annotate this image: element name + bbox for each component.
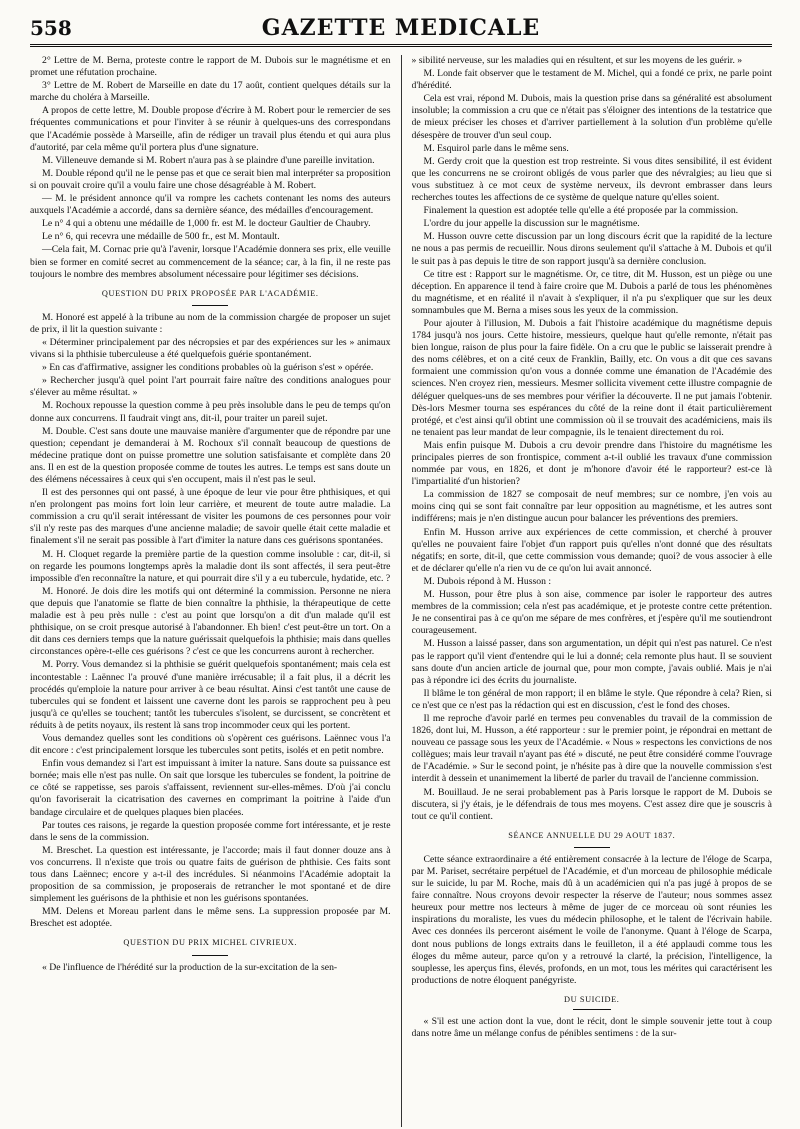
paragraph: Par toutes ces raisons, je regarde la question proposée comme fort intéressante, et je reste dans le sens de la commission. [30, 819, 391, 843]
section-rule [192, 305, 228, 306]
paragraph: La commission de 1827 se composait de neuf membres; sur ce nombre, j'en vois au moins cinq qui se sont fait connaître par leur opposition au magnétisme, et les autres sont indifférens; mais je n'en distingue aucun pour balancer les préventions des premiers. [411, 489, 772, 525]
quote-paragraph: « Déterminer principalement par des nécropsies et par des expériences sur les » animaux vivans si la phthisie tuberculeuse a été quelquefois guérie spontanément. [30, 336, 391, 361]
paragraph: M. Dubois répond à M. Husson : [423, 575, 552, 587]
paragraph: Enfin vous demandez si l'art est impuissant à imiter la nature. Sans doute sa puissance est bornée; mais elle n'est pas nulle. On sait que lorsque les tubercules se fondent, la poitrine de ce côté se rappetisse, ses parois s'affaissent, reviennent sur-elles-mêmes. D'où j'ai conclu qu'on favoriserait la cicatrisation des cavernes en comprimant la poitrine à l'aide d'un bandage circulaire et de quelques plaques bien placées. [30, 758, 391, 818]
paragraph: M. Rochoux repousse la question comme à peu près insoluble dans le peu de temps qu'on donne aux concurrens. Il faudrait vingt ans, dit-il, pour traiter un pareil sujet. [30, 400, 391, 424]
section-heading-michel-prize: QUESTION DU PRIX MICHEL CIVRIEUX. [123, 938, 298, 948]
section-heading-suicide: DU SUICIDE. [564, 994, 620, 1004]
section-heading-prize-question: QUESTION DU PRIX PROPOSÉE PAR L'ACADÉMIE. [101, 288, 319, 298]
paragraph: Il me reproche d'avoir parlé en termes peu convenables du travail de la commission de 1826, dont lui, M. Husson, a été rapporteur : sur le premier point, je répondrai en mettant de nouveau ce passage sous les yeux de l'Académie. « Nous » respectons les convictions de nos collègues; mais leur travail n'ayant pas été » discuté, ne peut être considéré comme l'ouvrage de l'Académie. » Sur le second point, je n'hésite pas à dire que la nouvelle commission s'est interdit à dessein et unanimement la liberté de parler du travail de l'ancienne commission. [411, 712, 772, 785]
paragraph: Le n° 6, qui recevra une médaille de 500 fr., est M. Montault. [42, 231, 280, 243]
paragraph: Enfin M. Husson arrive aux expériences de cette commission, et cherché à prouver qu'elles ne pouvaient faire l'objet d'un rapport puis qu'elles n'ont donné que des résultats négatifs; en sorte, dit-il, que cette commission vous demande; quoi? de vous associer à elle et de déclarer qu'elle n'a rien vu de ce qu'on lui avait annoncé. [411, 526, 772, 574]
paragraph: M. Breschet. La question est intéressante, je l'accorde; mais il faut donner douze ans à vos concurrens. Il n'existe que trois ou quatre faits de guérison de phthisie. Ces faits sont tous dans Laënnec; encore y a-t-il des incrédules. Si néanmoins l'Académie adoptait la proposition de sa commission, je proposerais de retrancher le mot spontané et de dire simplement les guérisons de la phthisie et non les guérisons spontanées. [30, 844, 391, 905]
paragraph: Cela est vrai, répond M. Dubois, mais la question prise dans sa généralité est absolument insoluble; la commission a cru que ce n'était pas s'éloigner des intentions de la testatrice que de mieux préciser les choses et d'arriver partiellement à la solution d'un problème qu'elle désespère de trouver d'un seul coup. [411, 93, 772, 141]
paragraph: M. Villeneuve demande si M. Robert n'aura pas à se plaindre d'une pareille invitation. [42, 154, 375, 166]
paragraph: Pour ajouter à l'illusion, M. Dubois a fait l'histoire académique du magnétisme depuis 1784 jusqu'à nos jours. Cette histoire, messieurs, quelque haut qu'elle remonte, n'était pas bien longue, raison de plus pour la faire fidèle. On a cru que le public se laisserait prendre à des noms célèbres, et on a cité ceux de Franklin, Bailly, etc. On vous a dit que ces savans formaient une commission qu'on vous a donnée comme une émanation de l'Académie des sciences. N'en croyez rien, messieurs. Mesmer sollicita vivement cette illustre compagnie de déléguer quelques-uns de ses membres pour vérifier la découverte. Il ne put jamais l'obtenir. Dès-lors Mesmer tourna ses espérances du côté de la reine dont il était particulièrement protégé, et c'est ainsi qu'il obtint une commission où il se trouvait des académiciens, mais ils ne tenaient pas leur mandat de leur compagnie, ils le tenaient directement du roi. [411, 317, 772, 438]
paragraph: MM. Delens et Moreau parlent dans le même sens. La suppression proposée par M. Breschet est adoptée. [30, 906, 391, 930]
paragraph: 3° Lettre de M. Robert de Marseille en date du 17 août, contient quelques détails sur la marche du choléra à Marseille. [30, 80, 391, 104]
paragraph: Le n° 4 qui a obtenu une médaille de 1,000 fr. est M. le docteur Gaultier de Chaubry. [42, 218, 371, 230]
paragraph: Il est des personnes qui ont passé, à une époque de leur vie pour être phthisiques, et qui n'en prolongent pas moins fort loin leur carrière, et meurent de toute autre maladie. La commission a cru qu'il serait intéressant de visiter les poumons de ces personnes pour voir s'il n'y reste pas des marques d'une ancienne maladie; de savoir quelle était cette maladie et finalement s'il ne serait pas possible à l'art d'imiter la nature dans ces guérisons spontanées. [30, 487, 391, 547]
paragraph: M. Double. C'est sans doute une mauvaise manière d'argumenter que de répondre par une question; cependant je demanderai à M. Rochoux s'il connaît beaucoup de questions de médecine pratique dont on puisse promettre une solution satisfaisante et complète dans 20 ans. Il en est de la question proposée comme de toutes les autres. Le temps est sans doute un des élémens nécessaires à ceux qui s'en occupent, mais il n'est pas le seul. [30, 425, 391, 485]
quote-paragraph: » En cas d'affirmative, assigner les conditions probables où la guérison s'est » opérée. [42, 362, 374, 374]
paragraph: L'ordre du jour appelle la discussion sur le magnétisme. [423, 218, 640, 230]
left-column [30, 55, 391, 1127]
paragraph: M. Double répond qu'il ne le pense pas et que ce serait bien mal interpréter sa proposition si on pouvait croire qu'il a voulu faire une chose désagréable à M. Robert. [30, 167, 391, 191]
paragraph: 2° Lettre de M. Berna, proteste contre le rapport de M. Dubois sur le magnétisme et en promet une réfutation prochaine. [30, 55, 391, 79]
journal-title: GAZETTE MEDICALE [261, 15, 541, 41]
paragraph: Ce titre est : Rapport sur le magnétisme. Or, ce titre, dit M. Husson, est un piège ou une déception. En apparence il tend à faire croire que M. Dubois a parlé de tous les phénomènes du magnétisme, et en réalité il n'avait à s'expliquer, il n'a pu s'expliquer que sur les deux somnambules que M. Berna a mises sous les yeux de la commission. [411, 268, 772, 316]
paragraph: M. Husson, pour être plus à son aise, commence par isoler le rapporteur des autres membres de la commission; cela n'est pas académique, et je proteste contre cette prétention. Je ne consentirai pas à ce qu'on me sépare de mes confrères, et j'espère qu'il me soutiendront courageusement. [411, 589, 772, 637]
paragraph: M. Husson ouvre cette discussion par un long discours écrit que la rapidité de la lecture ne nous a pas permis de recueillir. Nous dirons seulement qu'il s'attache à M. Dubois et qu'il le suit pas à pas depuis le titre de son rapport jusqu'à sa dernière conclusion. [411, 231, 772, 267]
section-rule [573, 1009, 611, 1010]
column-divider [401, 55, 402, 1127]
quote-paragraph: » sibilité nerveuse, sur les maladies qui en résultent, et sur les moyens de les guérir. » [411, 55, 743, 66]
paragraph: Vous demandez quelles sont les conditions où s'opèrent ces guérisons. Laënnec vous l'a dit encore : c'est principalement lorsque les tubercules sont petits, isolés et en petit nombre. [30, 732, 391, 757]
section-heading-annual-session: SÉANCE ANNUELLE DU 29 AOUT 1837. [508, 830, 676, 840]
paragraph: M. Esquirol parle dans le même sens. [423, 142, 569, 154]
paragraph: Il blâme le ton général de mon rapport; il en blâme le style. Que répondre à cela? Rien, si ce n'est que ce n'est pas la rédaction qui est en discussion, c'est le fond des choses. [411, 687, 772, 711]
right-column [412, 55, 773, 1127]
paragraph: M. Londe fait observer que le testament de M. Michel, qui a fondé ce prix, ne parle point d'hérédité. [411, 68, 772, 92]
quote-paragraph: » Rechercher jusqu'à quel point l'art pourrait faire naître des conditions analogues pour s'élever au même résultat. » [30, 375, 391, 399]
paragraph: Cette séance extraordinaire a été entièrement consacrée à la lecture de l'éloge de Scarpa, par M. Pariset, secrétaire perpétuel de l'Académie, et d'un morceau de philosophie médicale sur le suicide, lu par M. Roche, mais dû à un académicien qui n'a pas jugé à propos de se faire connaître. Nous croyons devoir respecter la réserve de l'auteur; nous sommes assez heureux pour mettre nos lecteurs à même de juger de ce morceau où sont réunies les inspirations du moraliste, les vues du médecin philosophe, et le talent de l'écrivain habile. Avec ces données ils perceront aisément le voile de l'anonyme. Quant à l'éloge de Scarpa, dont nous publions de longs extraits dans le feuilleton, il a été applaudi comme tous les éloges du même auteur, parce qu'on y a retrouvé la clarté, la précision, l'intelligence, la souplesse, les aperçus fins, élevés, profonds, en un mot, tous les mérites qui caractérisent les productions de notre éloquent panégyriste. [411, 853, 772, 986]
paragraph: M. H. Cloquet regarde la première partie de la question comme insoluble : car, dit-il, si on regarde les poumons longtemps après la maladie dont ils sont affectés, il sera peut-être impossible d'en reconnaître la nature, et qui pourrait dire s'il y a eu tubercule, hydatide, etc. ? [30, 548, 391, 584]
quote-paragraph: « S'il est une action dont la vue, dont le récit, dont le simple souvenir jette tout à coup dans notre âme un mélange confus de pénibles sentimens : de la sur- [411, 1016, 772, 1040]
paragraph: — M. le président annonce qu'il va rompre les cachets contenant les noms des auteurs auxquels l'Académie a accordé, dans sa dernière séance, des médailles d'encouragement. [30, 193, 391, 217]
section-rule [192, 955, 228, 956]
paragraph: M. Gerdy croit que la question est trop restreinte. Si vous dites sensibilité, il est évident que les concurrens ne se croiront obligés de vous parler que des névralgies; au lieu que si vous substituez à ce mot ceux de système nerveux, ils devront embrasser dans leurs recherches toutes les affections de ce système de quelque nature qu'elles soient. [411, 155, 772, 204]
paragraph: —Cela fait, M. Cornac prie qu'à l'avenir, lorsque l'Académie donnera ses prix, elle veuille bien se former en comité secret au commencement de la séance; car, à la fin, il ne reste pas toujours le nombre des membres absolument nécessaire pour légitimer ses décisions. [30, 244, 391, 280]
paragraph: M. Husson a laissé passer, dans son argumentation, un dépit qui n'est pas naturel. Ce n'est pas le rapport qu'il vient d'entendre qui le lui a donné; cela remonte plus haut. Il se souvient sans doute d'un ancien article de journal que, pour mon compte, j'avais oublié. Mais je n'ai pas à répondre ici des écrits du journaliste. [411, 638, 772, 686]
paragraph: Finalement la question est adoptée telle qu'elle a été proposée par la commission. [423, 205, 739, 217]
paragraph: M. Porry. Vous demandez si la phthisie se guérit quelquefois spontanément; mais cela est incontestable : Laënnec l'a prouvé d'une manière irrécusable; il a fait plus, il a décrit les procédés qu'emploie la nature pour arriver à ce beau résultat. Ainsi c'est tantôt une cause de tubercules qui se fondent et laissent une caverne dont les parois se rapprochent peu à peu jusqu'à ce qu'elles se touchent; tantôt les tubercules s'isolent, se durcissent, se concrètent et réduits à de petits noyaux, ils restent là sans trop incommoder ceux qui les portent. [30, 659, 391, 731]
paragraph: M. Honoré est appelé à la tribune au nom de la commission chargée de proposer un sujet de prix, il lit la question suivante : [30, 311, 391, 335]
quote-paragraph: « De l'influence de l'hérédité sur la production de la sur-excitation de la sen- [42, 961, 338, 973]
article-columns [30, 55, 772, 1127]
masthead [30, 10, 772, 47]
page-number: 558 [30, 16, 72, 40]
paragraph: M. Honoré. Je dois dire les motifs qui ont déterminé la commission. Personne ne niera que depuis que l'anatomie se flatte de bien connaître la phthisie, la thérapeutique de cette maladie est à peu près nulle : c'est au point que lorsqu'on a dit d'un malade qu'il est phthisique, on se croit presque autorisé à l'abandonner. Eh bien! c'est peut-être un tort. On a dit dans ces derniers temps que la nature guérissait quelquefois la phthisie; mais dans quelles circonstances opère-t-elle ces guérisons ? c'est ce que les concurrens auront à rechercher. [30, 585, 391, 658]
paragraph: Mais enfin puisque M. Dubois a cru devoir prendre dans l'histoire du magnétisme les principales pierres de son frontispice, comment a-t-il oublié les travaux d'une commission nommée par vous, en 1826, et dont je m'honore d'avoir été le rapporteur? est-ce là l'impartialité d'un historien? [411, 439, 772, 488]
section-rule [574, 847, 610, 848]
paragraph: M. Bouillaud. Je ne serai probablement pas à Paris lorsque le rapport de M. Dubois se discutera, si j'y étais, je le défendrais de tous mes moyens. C'est assez dire que je souscris à tout ce qu'il contient. [411, 786, 772, 822]
paragraph: A propos de cette lettre, M. Double propose d'écrire à M. Robert pour le remercier de ses fréquentes communications et pour l'inviter à se réunir à quelques-uns des correspondans que l'Académie possède à Marseille, afin de rédiger un travail plus étendu et qui aura plus d'autorité, par cela même qu'il portera plus d'une signature. [30, 105, 391, 153]
